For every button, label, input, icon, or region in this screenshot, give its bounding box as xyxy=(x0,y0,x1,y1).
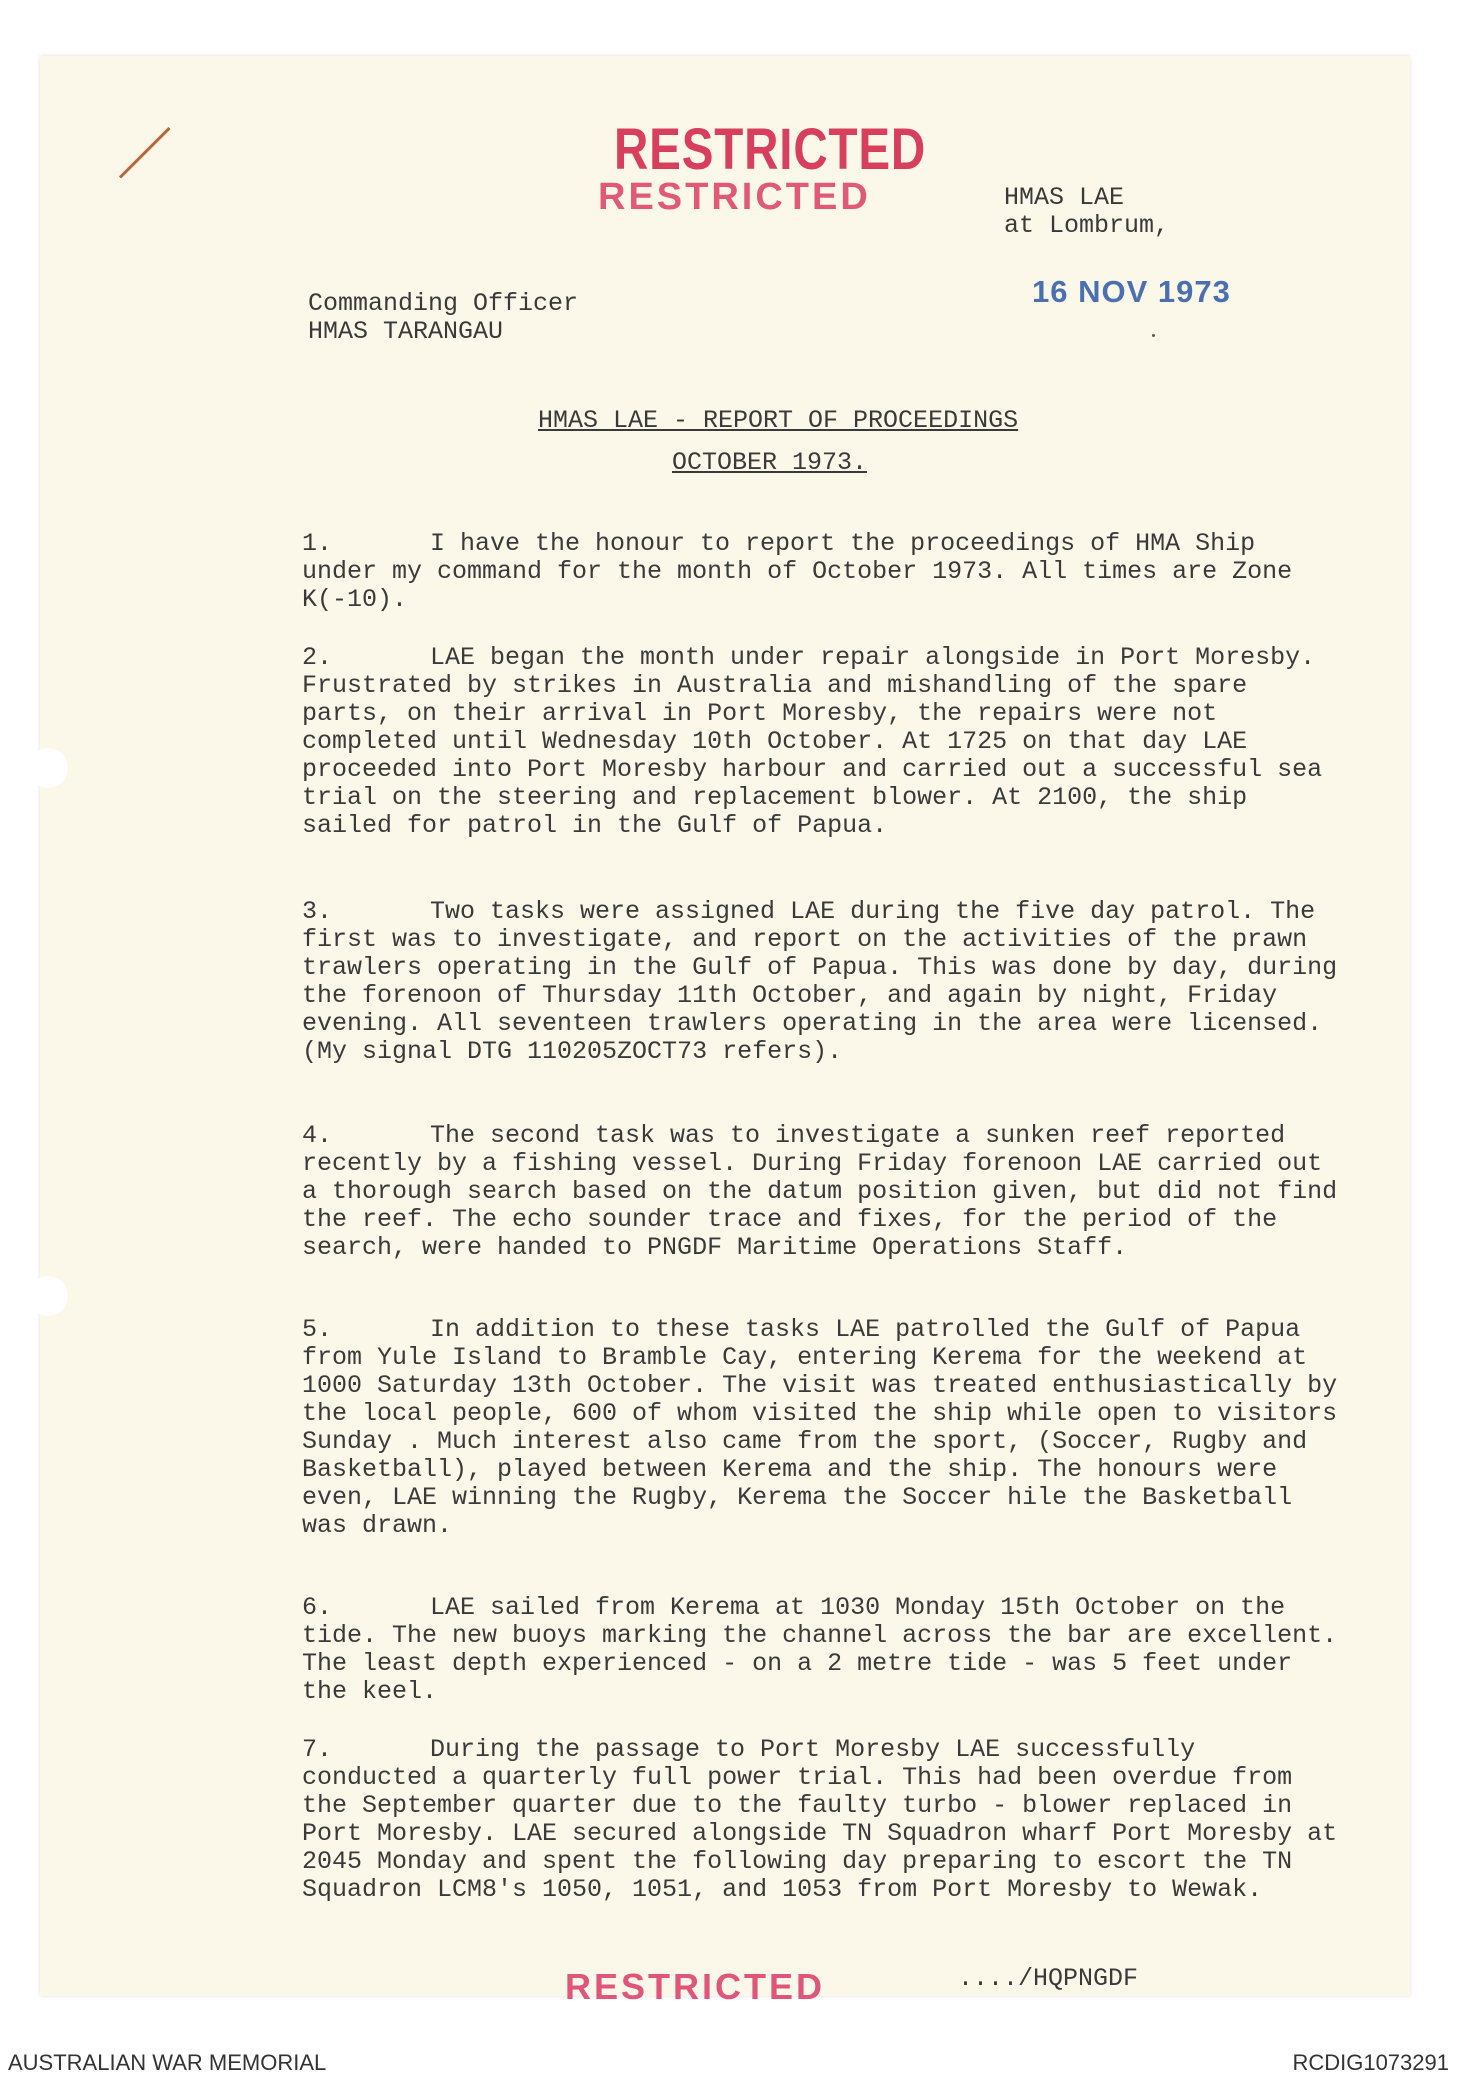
paragraph-text: The second task was to investigate a sunken reef reported recently by a fishing vessel. During Friday forenoon LAE carried out a thorough search based on the datum position given, but did not find the reef. The echo sounder trace and fixes, for the period of the search, were handed to PNGDF Maritime Operations Staff. xyxy=(302,1121,1338,1262)
document-page xyxy=(40,56,1410,2007)
punch-hole-lower xyxy=(28,1276,68,1316)
paragraph-text: During the passage to Port Moresby LAE successfully conducted a quarterly full power trial. This had been overdue from the September quarter due to the faulty turbo - blower replaced in Port Moresby. LAE secured alongside TN Squadron wharf Port Moresby at 2045 Monday and spent the following day preparing to escort the TN Squadron LCM8's 1050, 1051, and 1053 from Port Moresby to Wewak. xyxy=(302,1735,1338,1904)
paragraph-text: LAE sailed from Kerema at 1030 Monday 15th October on the tide. The new buoys marking the channel across the bar are excellent. The least depth experienced - on a 2 metre tide - was 5 feet under the keel. xyxy=(302,1593,1338,1706)
paragraph-1 xyxy=(302,530,1342,614)
sender-line-2: at Lombrum, xyxy=(1004,211,1170,240)
recipient-line-2: HMAS TARANGAU xyxy=(308,317,504,346)
paragraph-7 xyxy=(302,1736,1342,1904)
sender-line-1: HMAS LAE xyxy=(1004,183,1125,212)
sender-address xyxy=(1004,184,1169,240)
paragraph-3 xyxy=(302,898,1342,1066)
pen-mark xyxy=(119,127,171,179)
paragraph-number: 7. xyxy=(302,1735,333,1764)
paragraph-text: LAE began the month under repair alongside in Port Moresby. Frustrated by strikes in Australia and mishandling of the spare parts, on their arrival in Port Moresby, the repairs were not completed until Wednesday 10th October. At 1725 on that day LAE proceeded into Port Moresby harbour and carried out a successful sea trial on the steering and replacement blower. At 2100, the ship sailed for patrol in the Gulf of Papua. xyxy=(302,643,1323,840)
archive-caption-right: RCDIG1073291 xyxy=(1292,2050,1449,2075)
punch-hole-upper xyxy=(28,748,68,788)
paragraph-number: 2. xyxy=(302,643,333,672)
recipient-address xyxy=(308,290,578,346)
report-title: HMAS LAE - REPORT OF PROCEEDINGS xyxy=(538,406,1019,435)
stray-dot xyxy=(1152,334,1155,337)
archive-caption-left: AUSTRALIAN WAR MEMORIAL xyxy=(8,2050,327,2075)
paragraph-6 xyxy=(302,1594,1342,1706)
date-stamp: 16 NOV 1973 xyxy=(1032,274,1231,309)
paragraph-text: I have the honour to report the proceedings of HMA Ship under my command for the month of October 1973. All times are Zone K(-10). xyxy=(302,529,1293,614)
paragraph-4 xyxy=(302,1122,1342,1262)
paragraph-text: Two tasks were assigned LAE during the five day patrol. The first was to investigate, and report on the activities of the prawn trawlers operating in the Gulf of Papua. This was done by day, during the forenoon of Thursday 11th October, and again by night, Friday evening. All seventeen trawlers operating in the area were licensed. (My signal DTG 110205ZOCT73 refers). xyxy=(302,897,1338,1066)
restricted-stamp-second: RESTRICTED xyxy=(598,176,871,218)
paragraph-number: 1. xyxy=(302,529,333,558)
recipient-line-1: Commanding Officer xyxy=(308,289,579,318)
paragraph-number: 3. xyxy=(302,897,333,926)
report-period: OCTOBER 1973. xyxy=(672,448,868,477)
paragraph-number: 5. xyxy=(302,1315,333,1344)
restricted-stamp-top: RESTRICTED xyxy=(614,117,927,182)
paragraph-2 xyxy=(302,644,1342,840)
paragraph-5 xyxy=(302,1316,1342,1540)
restricted-stamp-bottom: RESTRICTED xyxy=(565,1966,826,2007)
continuation-reference: ..../HQPNGDF xyxy=(958,1964,1139,1993)
paragraph-text: In addition to these tasks LAE patrolled the Gulf of Papua from Yule Island to Bramble Cay, entering Kerema for the weekend at 1000 Saturday 13th October. The visit was treated enthusiastically by the local people, 600 of whom visited the ship while open to visitors Sunday . Much interest also came from the sport, (Soccer, Rugby and Basketball), played between Kerema and the ship. The honours were even, LAE winning the Rugby, Kerema the Soccer hile the Basketball was drawn. xyxy=(302,1315,1338,1540)
paragraph-number: 6. xyxy=(302,1593,333,1622)
paragraph-number: 4. xyxy=(302,1121,333,1150)
